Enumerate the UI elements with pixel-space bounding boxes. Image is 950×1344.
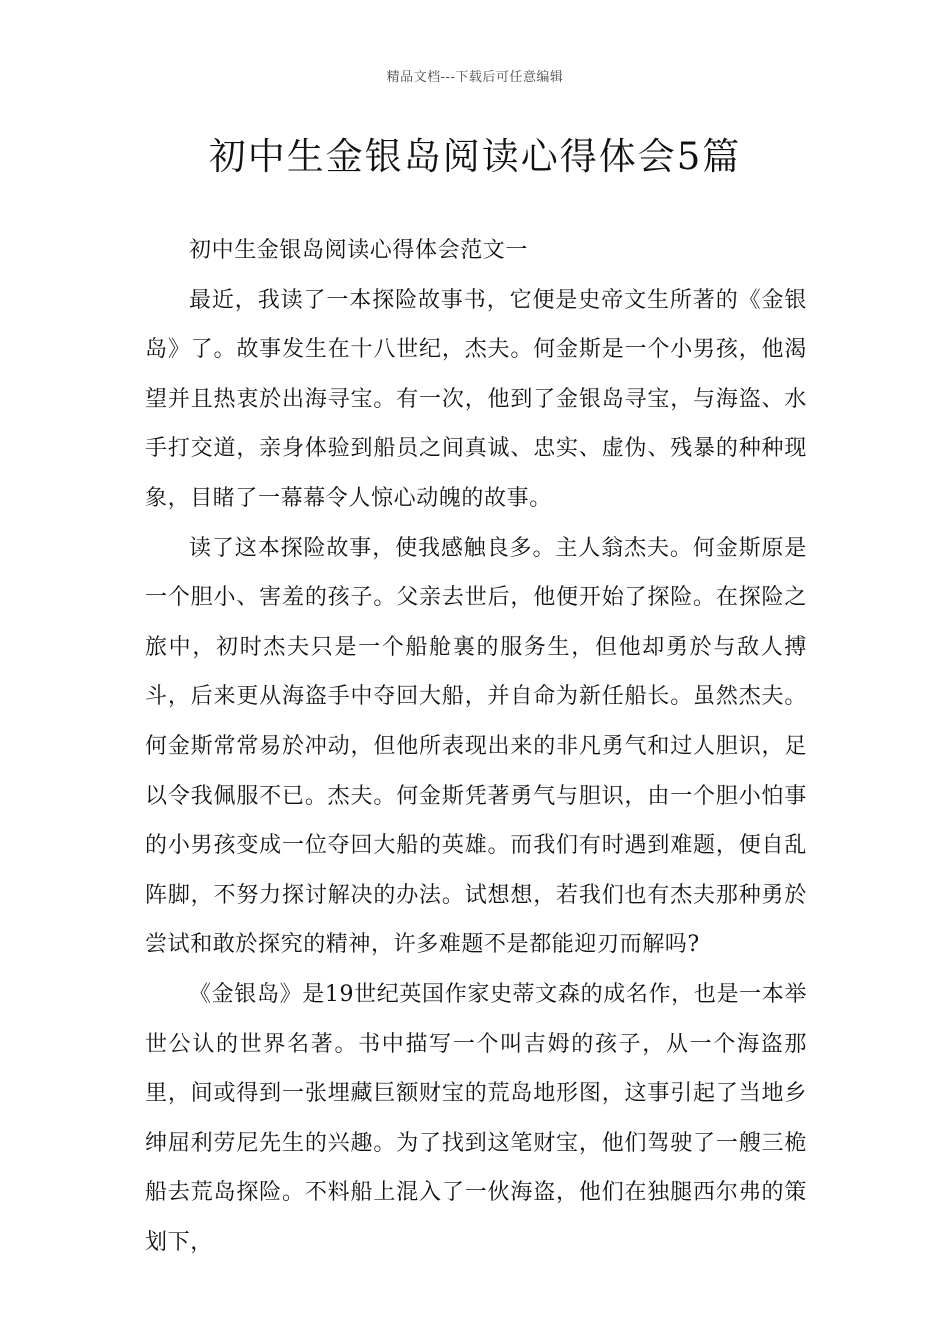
document-body [145, 226, 807, 1267]
body-paragraph: 《金银岛》是19世纪英国作家史蒂文森的成名作，也是一本举世公认的世界名著。书中描写一个叫吉姆的孩子，从一个海盗那里，间或得到一张埋藏巨额财宝的荒岛地形图，这事引起了当地乡绅屈利劳尼先生的兴趣。为了找到这笔财宝，他们驾驶了一艘三桅船去荒岛探险。不料船上混入了一伙海盗，他们在独腿西尔弗的策划下， [145, 981, 807, 1255]
body-paragraph: 最近，我读了一本探险故事书，它便是史帝文生所著的《金银岛》了。故事发生在十八世纪，杰夫。何金斯是一个小男孩，他渴望并且热衷於出海寻宝。有一次，他到了金银岛寻宝，与海盗、水手打交道，亲身体验到船员之间真诚、忠实、虚伪、残暴的种种现象，目睹了一幕幕令人惊心动魄的故事。 [145, 287, 807, 511]
document-title: 初中生金银岛阅读心得体会5篇 [208, 135, 742, 178]
header-note: 精品文档---下载后可任意编辑 [386, 70, 564, 85]
section-heading: 初中生金银岛阅读心得体会范文一 [189, 238, 529, 263]
body-paragraph: 读了这本探险故事，使我感触良多。主人翁杰夫。何金斯原是一个胆小、害羞的孩子。父亲去世后，他便开始了探险。在探险之旅中，初时杰夫只是一个船舱裏的服务生，但他却勇於与敌人搏斗，后来更从海盗手中夺回大船，并自命为新任船长。虽然杰夫。何金斯常常易於冲动，但他所表现出来的非凡勇气和过人胆识，足以令我佩服不已。杰夫。何金斯凭著勇气与胆识，由一个胆小怕事的小男孩变成一位夺回大船的英雄。而我们有时遇到难题，便自乱阵脚，不努力探讨解决的办法。试想想，若我们也有杰夫那种勇於尝试和敢於探究的精神，许多难题不是都能迎刃而解吗? [145, 535, 807, 958]
